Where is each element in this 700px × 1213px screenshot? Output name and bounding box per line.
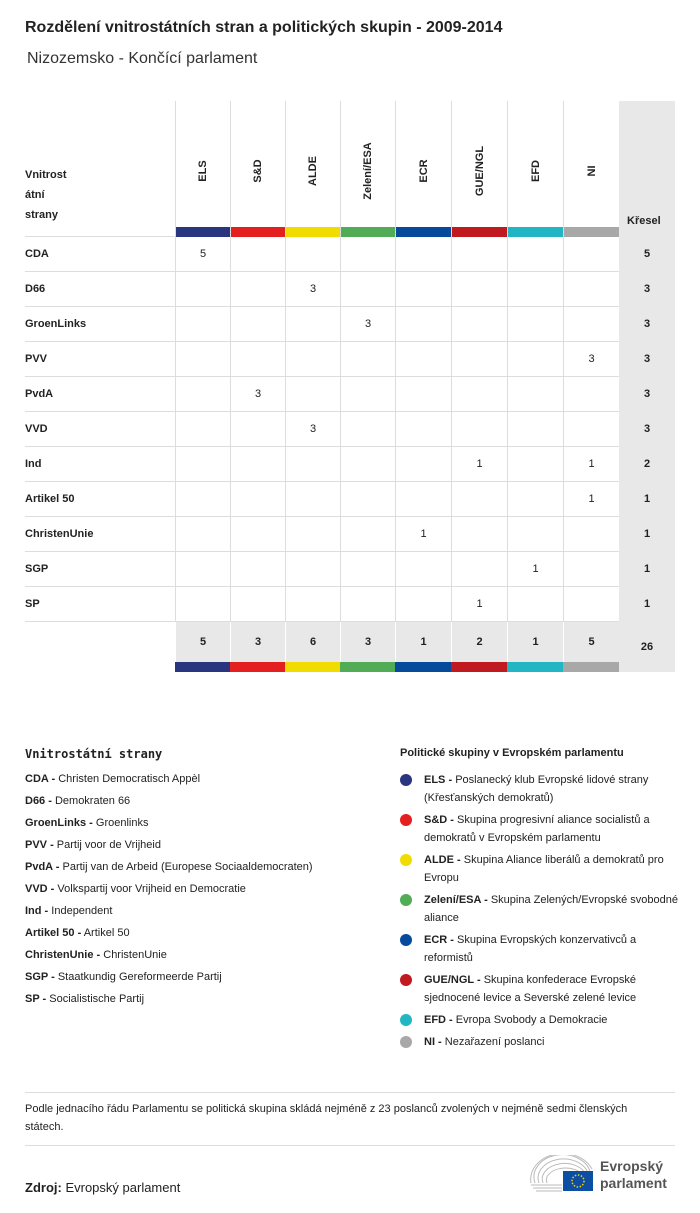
seat-cell xyxy=(563,272,619,307)
seat-cell xyxy=(395,377,451,412)
group-color-bar xyxy=(341,227,395,237)
group-color-dot-icon xyxy=(400,894,412,906)
header-line: Vnitrost xyxy=(25,169,67,181)
source-value: Evropský parlament xyxy=(65,1180,181,1195)
seat-cell xyxy=(451,272,507,307)
group-full-name: Skupina Zelených/Evropské svobodné aliance xyxy=(424,894,678,924)
seat-cell xyxy=(230,517,285,552)
seat-cell: 3 xyxy=(230,377,285,412)
seat-cell xyxy=(285,447,340,482)
hemicycle-flag-icon xyxy=(528,1155,596,1195)
group-column-header xyxy=(340,101,395,237)
group-color-bar xyxy=(451,662,507,672)
seat-cell xyxy=(507,237,563,272)
party-full-name: Partij voor de Vrijheid xyxy=(56,839,161,851)
seat-cell: 1 xyxy=(395,517,451,552)
group-full-name: Skupina Aliance liberálů a demokratů pro Evropu xyxy=(424,854,664,884)
group-total: 1 xyxy=(507,622,563,662)
seat-cell xyxy=(230,482,285,517)
group-label: ALDE xyxy=(307,156,319,186)
group-total: 5 xyxy=(175,622,230,662)
group-color-bar xyxy=(175,662,230,672)
group-full-name: Poslanecký klub Evropské lidové strany (Křesťanských demokratů) xyxy=(424,774,649,804)
row-total: 1 xyxy=(619,517,675,552)
party-legend-item xyxy=(25,883,313,905)
party-code: SGP - xyxy=(25,971,55,983)
party-column-header xyxy=(25,165,85,225)
seat-cell xyxy=(451,517,507,552)
group-color-bar xyxy=(564,227,619,237)
seat-cell xyxy=(175,307,230,342)
party-code: VVD - xyxy=(25,883,55,895)
party-code: PVV - xyxy=(25,839,54,851)
seat-cell xyxy=(340,447,395,482)
seat-cell xyxy=(175,377,230,412)
group-color-dot-icon xyxy=(400,854,412,866)
party-legend-item xyxy=(25,795,313,817)
seat-cell: 1 xyxy=(563,482,619,517)
seat-cell xyxy=(340,237,395,272)
seat-cell xyxy=(395,272,451,307)
table-row xyxy=(25,482,675,517)
seat-cell xyxy=(395,307,451,342)
logo-text: parlament xyxy=(600,1175,667,1191)
seat-cell xyxy=(507,482,563,517)
party-name: Artikel 50 xyxy=(25,493,75,505)
header-line: strany xyxy=(25,209,59,221)
table-row xyxy=(25,307,675,342)
seat-distribution-table xyxy=(25,101,675,672)
seat-cell xyxy=(395,412,451,447)
party-code: Artikel 50 - xyxy=(25,927,82,939)
group-code: EFD - xyxy=(424,1014,453,1026)
party-full-name: Volkspartij voor Vrijheid en Democratie xyxy=(57,883,246,895)
group-column-header xyxy=(395,101,451,237)
group-code: ELS - xyxy=(424,774,453,786)
group-total: 1 xyxy=(395,622,451,662)
group-label: Zelení/ESA xyxy=(362,142,374,200)
seat-cell xyxy=(175,412,230,447)
seat-cell xyxy=(285,587,340,622)
seat-cell xyxy=(507,377,563,412)
seat-cell xyxy=(395,237,451,272)
header-line: átní xyxy=(25,189,45,201)
seat-cell xyxy=(563,517,619,552)
group-color-bar xyxy=(452,227,507,237)
seat-cell xyxy=(507,517,563,552)
group-total: 3 xyxy=(230,622,285,662)
seat-cell xyxy=(340,377,395,412)
party-name: SP xyxy=(25,598,40,610)
seat-cell: 5 xyxy=(175,237,230,272)
party-full-name: Partij van de Arbeid (Europese Sociaaldemocraten) xyxy=(62,861,313,873)
party-legend-item xyxy=(25,993,313,1015)
party-name: VVD xyxy=(25,423,48,435)
party-name: SGP xyxy=(25,563,49,575)
group-color-bar xyxy=(286,227,340,237)
seat-cell xyxy=(563,237,619,272)
table-row xyxy=(25,552,675,587)
group-column-header xyxy=(175,101,230,237)
divider xyxy=(25,1092,675,1093)
group-full-name: Evropa Svobody a Demokracie xyxy=(455,1014,608,1026)
table-row xyxy=(25,412,675,447)
group-label: GUE/NGL xyxy=(473,145,486,197)
seat-cell: 3 xyxy=(285,272,340,307)
party-full-name: Independent xyxy=(51,905,113,917)
seats-column-header xyxy=(619,101,675,237)
group-code: ECR - xyxy=(424,934,454,946)
seat-cell: 1 xyxy=(563,447,619,482)
seat-cell xyxy=(507,272,563,307)
seats-header-label: Křesel xyxy=(627,215,661,227)
group-color-bar xyxy=(508,227,563,237)
party-full-name: Artikel 50 xyxy=(83,927,130,939)
group-color-dot-icon xyxy=(400,1036,412,1048)
seat-cell xyxy=(451,412,507,447)
seat-cell xyxy=(395,342,451,377)
party-name: PvdA xyxy=(25,388,54,400)
page-title: Rozdělení vnitrostátních stran a politických skupin - 2009-2014 xyxy=(25,19,503,36)
group-column-header xyxy=(451,101,507,237)
group-color-bar xyxy=(285,662,340,672)
seat-cell xyxy=(230,237,285,272)
group-color-dot-icon xyxy=(400,974,412,986)
seat-cell xyxy=(507,307,563,342)
seat-cell xyxy=(285,237,340,272)
group-code: Zelení/ESA - xyxy=(424,894,488,906)
seat-cell xyxy=(175,587,230,622)
source-label: Zdroj: xyxy=(25,1180,62,1195)
group-column-header xyxy=(507,101,563,237)
seat-cell xyxy=(507,412,563,447)
party-legend-item xyxy=(25,861,313,883)
group-label: S&D xyxy=(252,159,264,183)
seat-cell xyxy=(175,447,230,482)
group-legend-item xyxy=(400,971,680,1007)
seat-cell xyxy=(175,272,230,307)
group-legend-item xyxy=(400,811,680,847)
seat-cell xyxy=(451,552,507,587)
group-code: ALDE - xyxy=(424,854,461,866)
group-color-bar xyxy=(507,662,563,672)
party-legend-item xyxy=(25,949,313,971)
seat-cell: 1 xyxy=(451,447,507,482)
party-name: CDA xyxy=(25,248,49,260)
party-legend-item xyxy=(25,773,313,795)
seat-cell xyxy=(507,587,563,622)
party-code: D66 - xyxy=(25,795,52,807)
row-total: 3 xyxy=(619,412,675,447)
seat-cell xyxy=(340,482,395,517)
party-name: ChristenUnie xyxy=(25,528,94,540)
group-legend-item xyxy=(400,851,680,887)
group-color-dot-icon xyxy=(400,814,412,826)
row-total: 3 xyxy=(619,342,675,377)
seat-cell xyxy=(285,517,340,552)
seat-cell xyxy=(340,517,395,552)
row-total: 1 xyxy=(619,482,675,517)
party-full-name: Christen Democratisch Appèl xyxy=(58,773,201,785)
seat-cell xyxy=(340,552,395,587)
seat-cell xyxy=(285,307,340,342)
party-code: SP - xyxy=(25,993,47,1005)
seat-cell xyxy=(563,552,619,587)
group-legend-item xyxy=(400,771,680,807)
group-legend-item xyxy=(400,1011,680,1029)
seat-cell xyxy=(230,552,285,587)
seat-cell xyxy=(563,412,619,447)
page-subtitle: Nizozemsko - Končící parlament xyxy=(27,50,258,67)
seat-cell xyxy=(507,342,563,377)
seat-cell xyxy=(230,342,285,377)
group-color-bar xyxy=(231,227,285,237)
group-label: ELS xyxy=(197,160,209,182)
group-code: NI - xyxy=(424,1036,442,1048)
seat-cell: 1 xyxy=(507,552,563,587)
party-legend-title: Vnitrostátní strany xyxy=(25,747,163,761)
seat-cell xyxy=(451,377,507,412)
group-legend-item xyxy=(400,931,680,967)
table-row xyxy=(25,272,675,307)
european-parliament-logo xyxy=(528,1155,678,1195)
group-color-bar xyxy=(176,227,230,237)
row-total: 1 xyxy=(619,587,675,622)
seat-cell xyxy=(285,552,340,587)
totals-row xyxy=(25,622,675,672)
seat-cell xyxy=(451,237,507,272)
logo-text: Evropský xyxy=(600,1158,664,1174)
row-total: 1 xyxy=(619,552,675,587)
seat-cell xyxy=(175,342,230,377)
seat-cell xyxy=(340,342,395,377)
group-full-name: Nezařazení poslanci xyxy=(444,1036,545,1048)
table-row xyxy=(25,342,675,377)
group-color-bar xyxy=(230,662,285,672)
seat-cell xyxy=(230,307,285,342)
group-label: ECR xyxy=(417,159,430,183)
group-legend-item xyxy=(400,891,680,927)
group-code: GUE/NGL - xyxy=(424,974,481,986)
party-full-name: Staatkundig Gereformeerde Partij xyxy=(57,971,222,983)
group-full-name: Skupina konfederace Evropské sjednocené levice a Severské zelené levice xyxy=(424,974,637,1004)
party-code: GroenLinks - xyxy=(25,817,93,829)
divider xyxy=(25,1145,675,1146)
seat-cell xyxy=(285,377,340,412)
seat-cell: 3 xyxy=(563,342,619,377)
group-color-bar xyxy=(396,227,451,237)
seat-cell xyxy=(340,587,395,622)
group-column-header xyxy=(230,101,285,237)
seat-cell xyxy=(563,307,619,342)
party-legend-item xyxy=(25,839,313,861)
party-full-name: ChristenUnie xyxy=(103,949,167,961)
party-name: D66 xyxy=(25,283,46,295)
seat-cell xyxy=(451,482,507,517)
seat-cell xyxy=(285,342,340,377)
seat-cell xyxy=(230,272,285,307)
group-color-bar xyxy=(395,662,451,672)
party-legend-item xyxy=(25,905,313,927)
source xyxy=(25,1180,180,1195)
group-color-dot-icon xyxy=(400,774,412,786)
seat-cell xyxy=(285,482,340,517)
group-label: EFD xyxy=(529,160,542,182)
group-legend-title: Politické skupiny v Evropském parlamentu xyxy=(400,747,624,759)
party-name: Ind xyxy=(25,458,42,470)
seat-cell xyxy=(395,447,451,482)
row-total: 2 xyxy=(619,447,675,482)
group-full-name: Skupina progresivní aliance socialistů a demokratů v Evropském parlamentu xyxy=(424,814,650,844)
seat-cell xyxy=(563,377,619,412)
seat-cell xyxy=(230,447,285,482)
table-row xyxy=(25,517,675,552)
row-total: 3 xyxy=(619,307,675,342)
seat-cell: 3 xyxy=(340,307,395,342)
group-full-name: Skupina Evropských konzervativců a reformistů xyxy=(424,934,637,964)
row-total: 3 xyxy=(619,272,675,307)
group-color-bar xyxy=(563,662,619,672)
party-full-name: Groenlinks xyxy=(95,817,149,829)
party-code: Ind - xyxy=(25,905,49,917)
party-legend-item xyxy=(25,927,313,949)
seat-cell xyxy=(395,552,451,587)
party-code: PvdA - xyxy=(25,861,60,873)
row-total: 5 xyxy=(619,237,675,272)
seat-cell: 3 xyxy=(285,412,340,447)
seat-cell xyxy=(395,482,451,517)
party-legend xyxy=(25,773,313,1015)
table-row xyxy=(25,587,675,622)
party-legend-item xyxy=(25,971,313,993)
party-full-name: Socialistische Partij xyxy=(49,993,145,1005)
group-label: NI xyxy=(585,165,598,177)
seat-cell xyxy=(451,342,507,377)
party-code: ChristenUnie - xyxy=(25,949,101,961)
party-code: CDA - xyxy=(25,773,56,785)
party-legend-item xyxy=(25,817,313,839)
group-color-dot-icon xyxy=(400,934,412,946)
seat-cell: 1 xyxy=(451,587,507,622)
table-row xyxy=(25,237,675,272)
table-row xyxy=(25,377,675,412)
seat-cell xyxy=(175,482,230,517)
seat-cell xyxy=(507,447,563,482)
seat-cell xyxy=(340,412,395,447)
seat-cell xyxy=(230,412,285,447)
group-total: 6 xyxy=(285,622,340,662)
party-name: PVV xyxy=(25,353,48,365)
group-legend-item xyxy=(400,1033,680,1051)
seat-cell xyxy=(175,552,230,587)
row-total: 3 xyxy=(619,377,675,412)
seat-cell xyxy=(563,587,619,622)
group-legend xyxy=(400,771,680,1055)
seat-cell xyxy=(451,307,507,342)
table-row xyxy=(25,447,675,482)
seat-cell xyxy=(340,272,395,307)
group-column-header xyxy=(285,101,340,237)
grand-total: 26 xyxy=(619,622,675,672)
group-total: 2 xyxy=(451,622,507,662)
group-color-dot-icon xyxy=(400,1014,412,1026)
group-total: 3 xyxy=(340,622,395,662)
footnote: Podle jednacího řádu Parlamentu se politická skupina skládá nejméně z 23 poslanců zvolených v nejméně sedmi členských státech. xyxy=(25,1103,628,1133)
seat-cell xyxy=(230,587,285,622)
group-color-bar xyxy=(340,662,395,672)
group-code: S&D - xyxy=(424,814,454,826)
group-total: 5 xyxy=(563,622,619,662)
seat-cell xyxy=(395,587,451,622)
group-column-header xyxy=(563,101,619,237)
seat-cell xyxy=(175,517,230,552)
party-name: GroenLinks xyxy=(25,318,87,330)
party-full-name: Demokraten 66 xyxy=(54,795,131,807)
table-header xyxy=(25,101,675,237)
